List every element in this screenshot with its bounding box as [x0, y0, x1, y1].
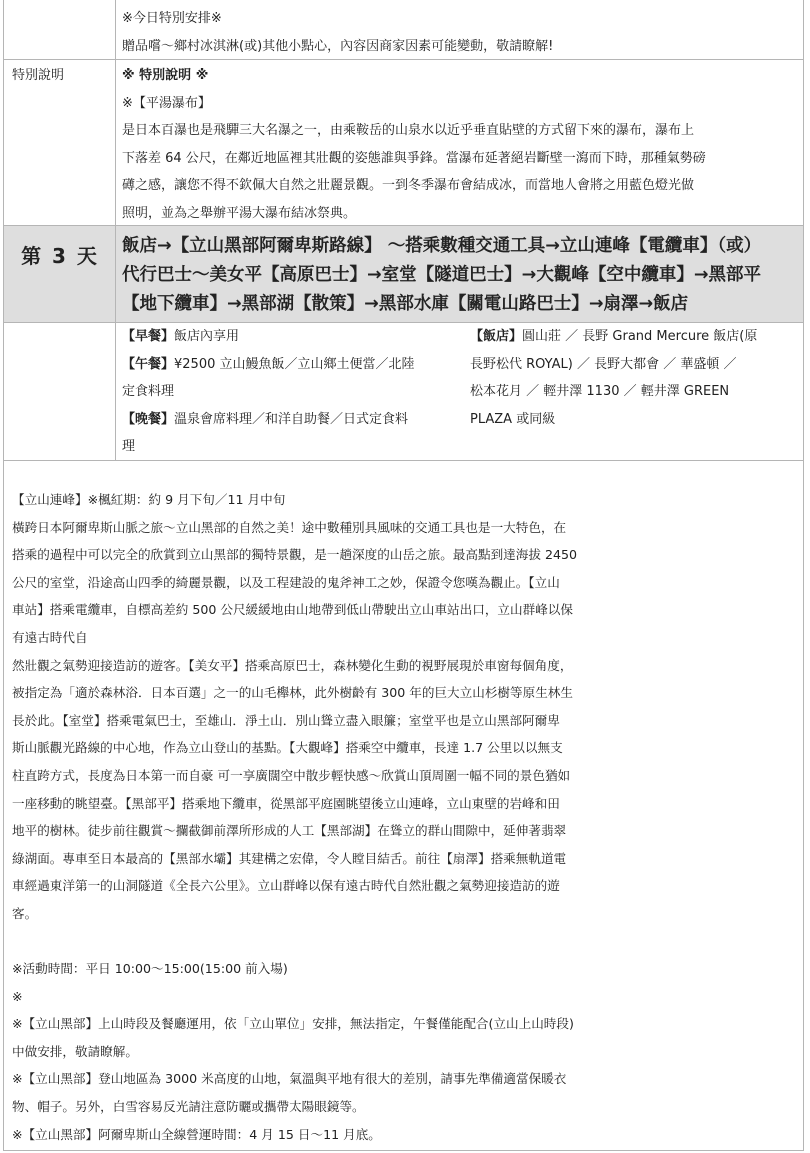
dinner-line-2: 理: [122, 439, 136, 454]
hotel-column: [470, 323, 800, 433]
note-3: ※【立山黑部】阿爾卑斯山全線營運時間：4 月 15 日～11 月底。: [12, 1126, 381, 1142]
blank-line: [12, 928, 797, 956]
day-label-cell: [4, 226, 116, 322]
special-notes-content: [122, 62, 795, 227]
day-route: [122, 232, 797, 319]
activity-time: ※活動時間：平日 10:00～15:00(15:00 前入場): [12, 961, 288, 976]
details-line: 車經過東洋第一的山洞隧道《全長六公里》。立山群峰以保有遠古時代自然壯觀之氣勢迎接造訪的遊: [12, 878, 560, 894]
special-notes-row: [3, 60, 804, 226]
special-notes-label-cell: [4, 60, 116, 225]
details-line: 然壯觀之氣勢迎接造訪的遊客。【美女平】搭乘高原巴士，森林變化生動的視野展現於車窗每個角度，: [12, 657, 573, 673]
special-notes-label: 特別說明: [12, 68, 65, 83]
details-line: 客。: [12, 905, 38, 921]
special-arrangement-row: [3, 0, 804, 60]
waterfall-heading: ※【平湯瀑布】: [122, 95, 211, 111]
special-arrangement-text: [122, 5, 795, 60]
lunch-value: ¥2500 立山鰻魚飯／立山鄉土便當／北陸: [174, 356, 415, 372]
lunch-line-2: 定食料理: [122, 384, 175, 399]
day-label: 第 3 天: [21, 244, 99, 268]
details-line: 車站】搭乘電纜車，自標高差約 500 公尺緩緩地由山地帶到低山帶駛出立山車站出口，立山群峰以保: [12, 602, 573, 618]
hotel-line-1: [470, 323, 800, 351]
waterfall-line-2: 下落差 64 公尺，在鄰近地區裡其壯觀的姿態誰與爭鋒。當瀑布延著絕岩斷壁一瀉而下時，那種氣勢磅: [122, 150, 706, 166]
special-arrangement-title: ※今日特別安排※: [122, 11, 222, 26]
details-content: [12, 486, 797, 1148]
dinner-value: 溫泉會席料理／和洋自助餐／日式定食料: [174, 411, 409, 427]
details-line: 橫跨日本阿爾卑斯山脈之旅～立山黑部的自然之美！途中數種別具風味的交通工具也是一大特色，在: [12, 519, 567, 535]
special-notes-heading: ※ 特別說明 ※: [122, 68, 209, 83]
details-line: 地平的樹林。徒步前往觀賞～攔截御前澤所形成的人工【黑部湖】在聳立的群山間隙中，延伸著翡翠: [12, 823, 567, 839]
dinner-label: 【晚餐】: [122, 411, 175, 427]
note-1-line-2: 中做安排，敬請瞭解。: [12, 1043, 138, 1059]
note-2-line-1: ※【立山黑部】登山地區為 3000 米高度的山地，氣溫與平地有很大的差別，請事先準備適當保暖衣: [12, 1071, 567, 1087]
details-line: 柱直跨方式，長度為日本第一而自豪 可一享廣闊空中散步輕快感～欣賞山頂周圍一幅不同的景色猶如: [12, 767, 571, 783]
meals-hotel-row: [3, 323, 804, 461]
day-route-line-1: 飯店→【立山黑部阿爾卑斯路線】 ～搭乘數種交通工具→立山連峰【電纜車】（或）: [122, 236, 762, 256]
details-line: 有遠古時代自: [12, 629, 88, 645]
waterfall-line-4: 照明，並為之舉辦平湯大瀑布結冰祭典。: [122, 205, 357, 221]
hotel-line-4: PLAZA 或同級: [470, 411, 556, 427]
waterfall-line-1: 是日本百瀑也是飛驒三大名瀑之一，由乘鞍岳的山泉水以近乎垂直貼壁的方式留下來的瀑布，瀑布上: [122, 123, 695, 138]
special-arrangement-label-cell: [4, 0, 116, 59]
day-3-header-row: [3, 226, 804, 323]
day-route-line-3: 【地下纜車】→黑部湖【散策】→黑部水庫【關電山路巴士】→扇澤→飯店: [122, 294, 689, 314]
details-line: 綠湖面。專車至日本最高的【黑部水壩】其建構之宏偉，令人瞠目結舌。前往【扇澤】搭乘無軌道電: [12, 850, 567, 866]
details-line: 被指定為「適於森林浴．日本百選」之一的山毛櫸林，此外樹齡有 300 年的巨大立山杉樹等原生林生: [12, 685, 573, 701]
breakfast-line: [122, 323, 462, 351]
waterfall-line-3: 礡之感，讓您不得不欽佩大自然之壯麗景觀。一到冬季瀑布會結成冰，而當地人會將之用藍色燈光做: [122, 178, 695, 193]
note-mark: ※: [12, 988, 23, 1004]
details-intro: 【立山連峰】※楓紅期：約 9 月下旬／11 月中旬: [12, 492, 286, 507]
details-line: 一座移動的眺望臺。【黑部平】搭乘地下纜車，從黑部平庭園眺望後立山連峰，立山東壁的岩峰和田: [12, 795, 560, 811]
breakfast-value: 飯店內享用: [174, 329, 240, 344]
lunch-label: 【午餐】: [122, 356, 175, 372]
details-line: 長於此。【室堂】搭乘電氣巴士，至雄山．淨土山．別山聳立盡入眼簾；室堂平也是立山黑部阿爾卑: [12, 712, 560, 728]
special-arrangement-body: 贈品嚐～鄉村冰淇淋(或)其他小點心，內容因商家因素可能變動，敬請瞭解!: [122, 38, 554, 54]
itinerary-page: [3, 0, 806, 1153]
day-route-line-2: 代行巴士～美女平【高原巴士】→室堂【隧道巴士】→大觀峰【空中纜車】→黑部平: [122, 265, 761, 285]
details-line: 斯山脈觀光路線的中心地，作為立山登山的基點。【大觀峰】搭乘空中纜車，長達 1.7 公里以以無支: [12, 740, 563, 756]
details-line: 搭乘的過程中可以完全的欣賞到立山黑部的獨特景觀，是一趟深度的山岳之旅。最高點到達海拔 2450: [12, 547, 577, 563]
meals-label-cell: [4, 323, 116, 460]
hotel-label: 【飯店】: [470, 329, 523, 344]
hotel-value-1: 圓山莊 ／ 長野 Grand Mercure 飯店(原: [522, 329, 758, 344]
hotel-line-2: 長野松代 ROYAL) ／ 長野大都會 ／ 華盛頓 ／: [470, 356, 737, 372]
breakfast-label: 【早餐】: [122, 329, 175, 344]
dinner-line: [122, 406, 462, 434]
details-line: 公尺的室堂，沿途高山四季的綺麗景觀，以及工程建設的鬼斧神工之妙，保證令您嘆為觀止。【立山: [12, 574, 560, 590]
note-2-line-2: 物、帽子。另外，白雪容易反光請注意防曬或攜帶太陽眼鏡等。: [12, 1098, 365, 1114]
details-row: [3, 461, 804, 1151]
note-1-line-1: ※【立山黑部】上山時段及餐廳運用，依「立山單位」安排，無法指定，午餐僅能配合(立山上山時段): [12, 1016, 574, 1032]
meals-column: [122, 323, 462, 461]
lunch-line: [122, 351, 462, 379]
hotel-line-3: 松本花月 ／ 輕井澤 1130 ／ 輕井澤 GREEN: [470, 384, 730, 399]
